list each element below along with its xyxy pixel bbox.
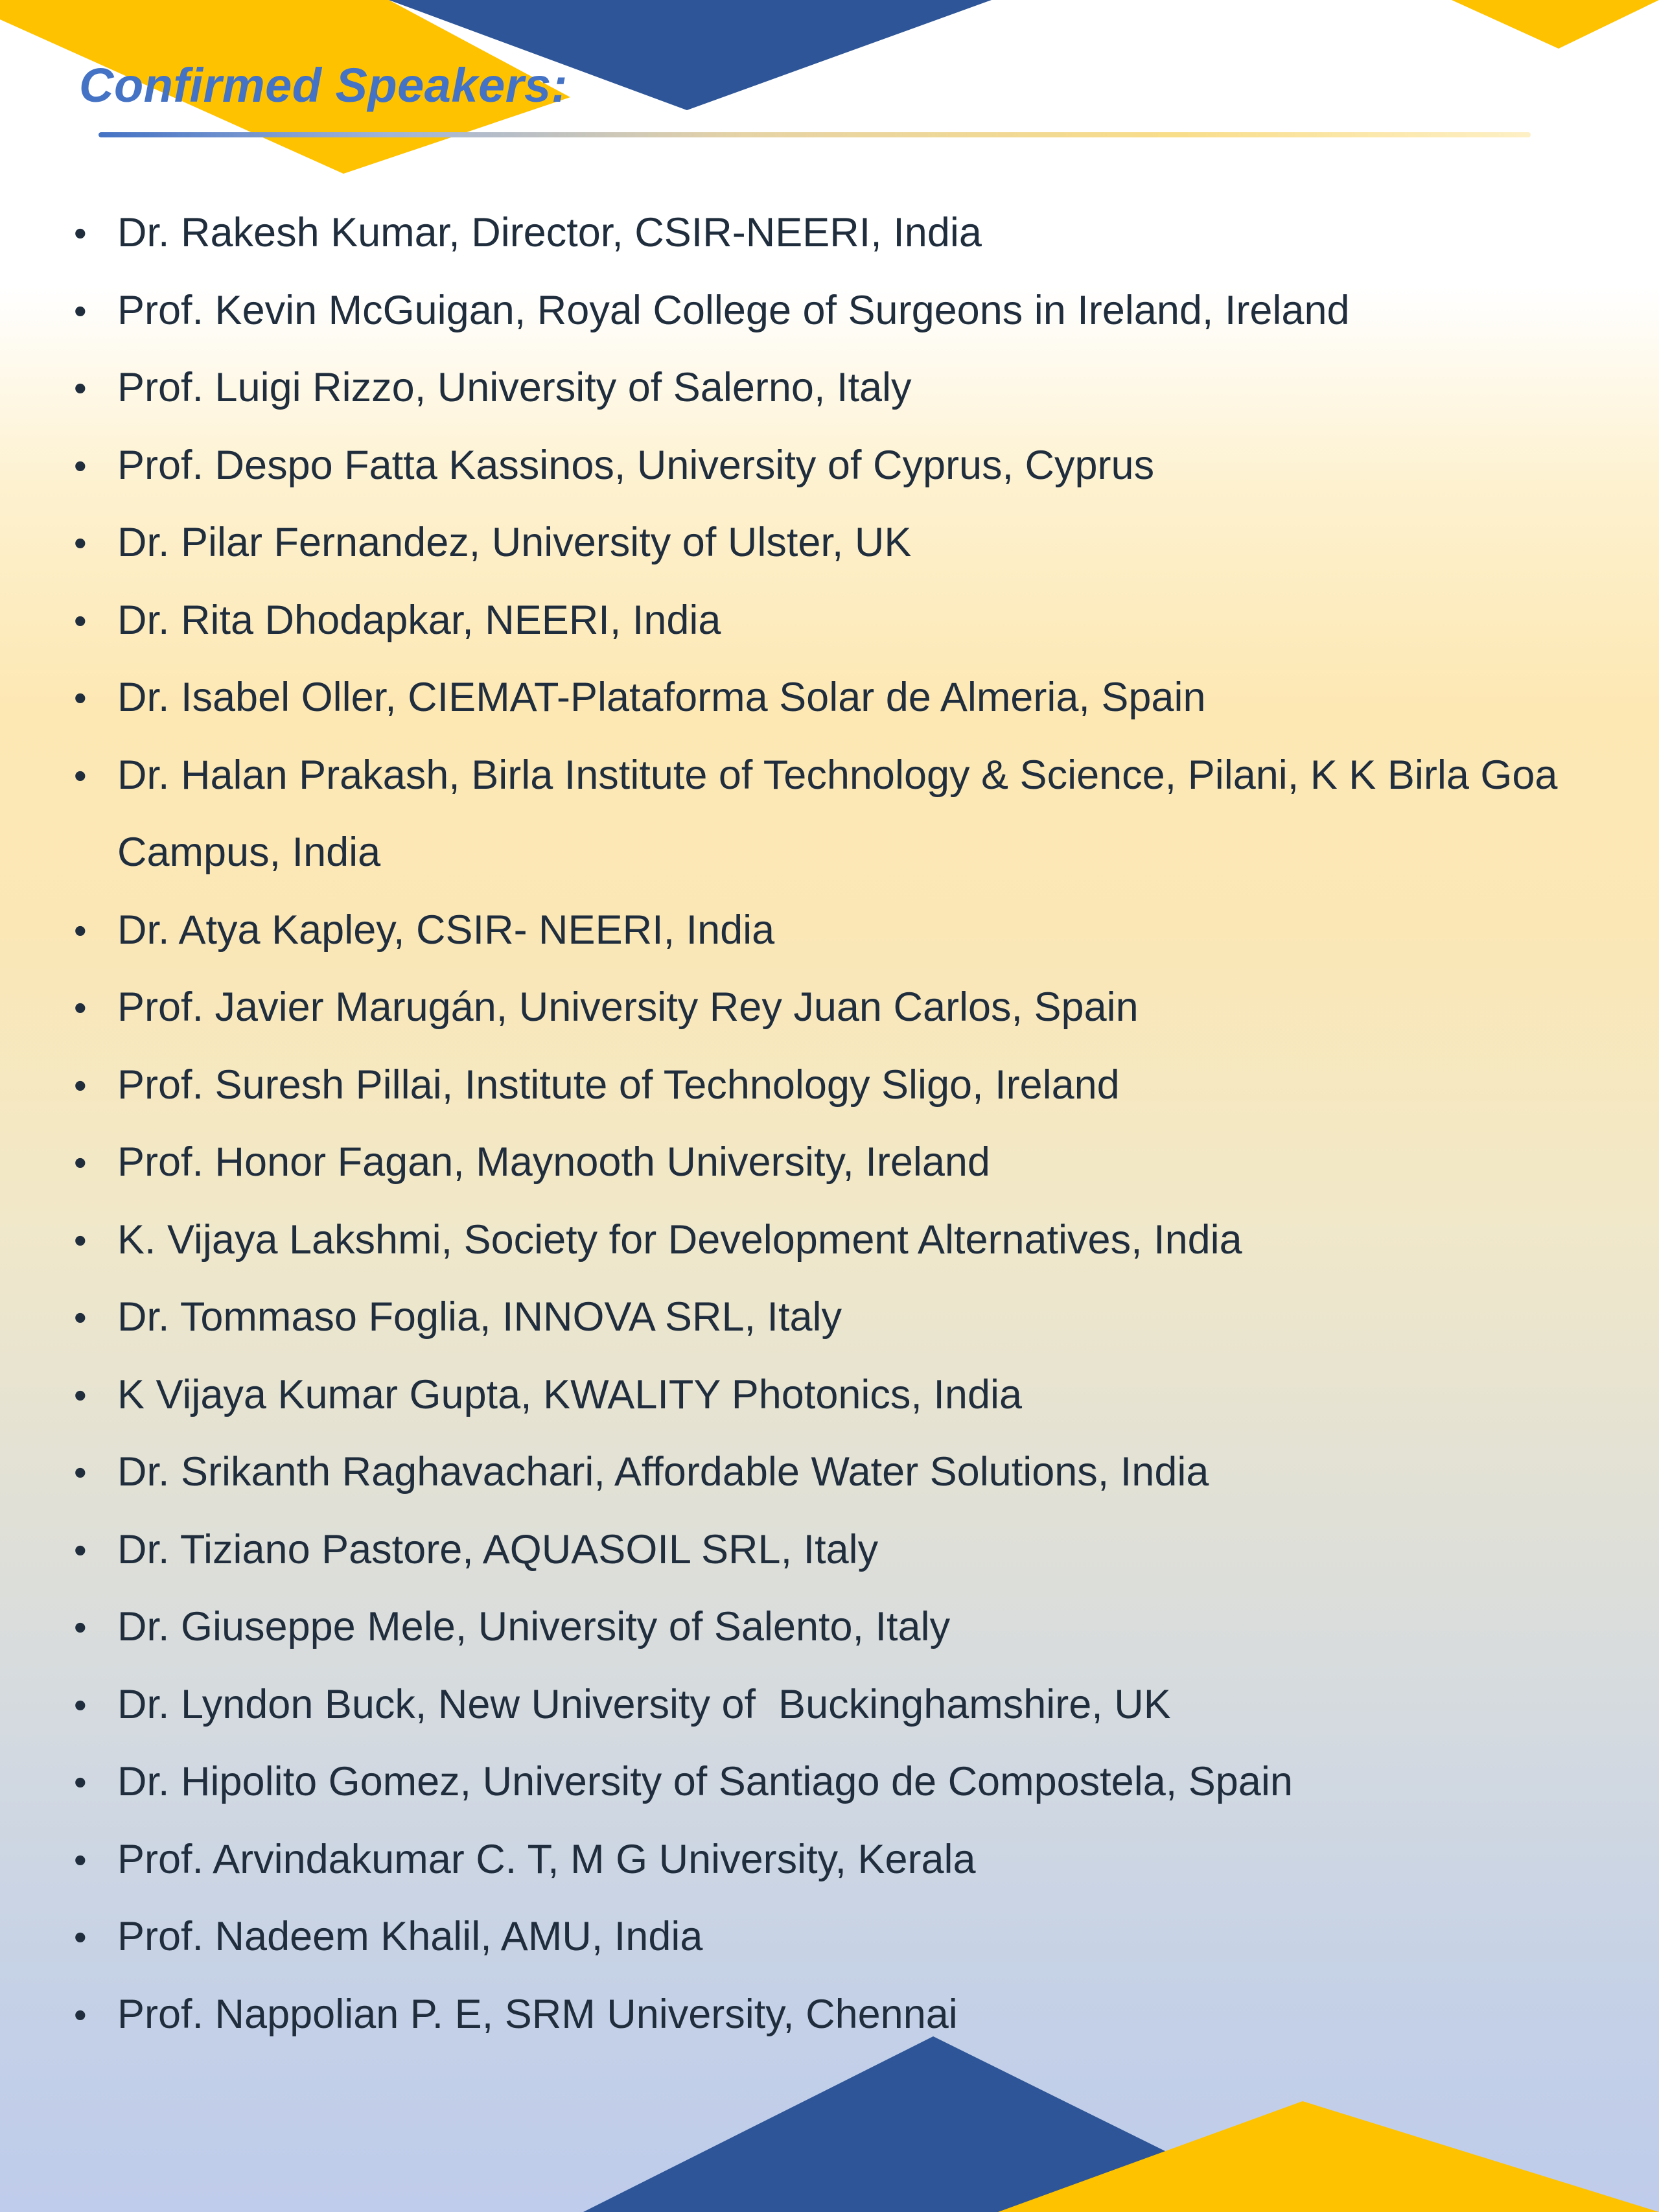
speaker-text: Prof. Suresh Pillai, Institute of Technology Sligo, Ireland bbox=[117, 1062, 1120, 1108]
list-item bbox=[0, 504, 1659, 582]
list-item bbox=[0, 582, 1659, 660]
bullet-icon: • bbox=[74, 1994, 87, 2035]
list-item bbox=[0, 1821, 1659, 1899]
speaker-text: Dr. Atya Kapley, CSIR- NEERI, India bbox=[117, 907, 775, 953]
speaker-text: K Vijaya Kumar Gupta, KWALITY Photonics, India bbox=[117, 1371, 1023, 1417]
bullet-icon: • bbox=[74, 754, 87, 796]
bullet-icon: • bbox=[74, 1452, 87, 1493]
speaker-text: Dr. Tommaso Foglia, INNOVA SRL, Italy bbox=[117, 1294, 842, 1340]
bullet-icon: • bbox=[74, 1142, 87, 1183]
bullet-icon: • bbox=[74, 1219, 87, 1261]
speaker-text: Prof. Despo Fatta Kassinos, University of Cyprus, Cyprus bbox=[117, 442, 1155, 488]
list-item bbox=[0, 1202, 1659, 1279]
bullet-icon: • bbox=[74, 213, 87, 253]
list-item bbox=[0, 1589, 1659, 1666]
list-item bbox=[0, 1434, 1659, 1511]
speaker-text: Prof. Javier Marugán, University Rey Juan Carlos, Spain bbox=[117, 984, 1139, 1030]
list-item bbox=[0, 1279, 1659, 1356]
list-item bbox=[0, 969, 1659, 1047]
speaker-text: Dr. Rita Dhodapkar, NEERI, India bbox=[117, 597, 721, 643]
list-item bbox=[0, 1743, 1659, 1821]
speaker-text: Dr. Rakesh Kumar, Director, CSIR-NEERI, India bbox=[117, 210, 982, 255]
bullet-icon: • bbox=[74, 677, 87, 718]
bullet-icon: • bbox=[74, 1916, 87, 1957]
bullet-icon: • bbox=[74, 1684, 87, 1725]
title-underline bbox=[99, 132, 1531, 137]
bullet-icon: • bbox=[74, 1607, 87, 1647]
list-item bbox=[0, 349, 1659, 427]
list-item bbox=[0, 1356, 1659, 1434]
bullet-icon: • bbox=[74, 909, 87, 951]
speaker-text: Prof. Honor Fagan, Maynooth University, Ireland bbox=[117, 1139, 990, 1185]
speaker-text: Dr. Tiziano Pastore, AQUASOIL SRL, Italy bbox=[117, 1526, 879, 1572]
list-item bbox=[0, 1124, 1659, 1202]
bullet-icon: • bbox=[74, 1297, 87, 1338]
speaker-text: Dr. Isabel Oller, CIEMAT-Plataforma Solar de Almeria, Spain bbox=[117, 675, 1206, 720]
bullet-icon: • bbox=[74, 1839, 87, 1880]
bullet-icon: • bbox=[74, 522, 87, 563]
speaker-text: Dr. Lyndon Buck, New University of Buckinghamshire, UK bbox=[117, 1681, 1171, 1727]
bullet-icon: • bbox=[74, 445, 87, 486]
top-right-gold-triangle bbox=[1452, 0, 1659, 49]
list-item bbox=[0, 194, 1659, 272]
speaker-text: Dr. Giuseppe Mele, University of Salento, Italy bbox=[117, 1604, 951, 1649]
list-item bbox=[0, 272, 1659, 350]
bullet-icon: • bbox=[74, 290, 87, 331]
speaker-text: Dr. Hipolito Gomez, University of Santiago de Compostela, Spain bbox=[117, 1759, 1293, 1804]
list-item bbox=[0, 427, 1659, 505]
list-item bbox=[0, 1511, 1659, 1589]
list-item bbox=[0, 1898, 1659, 1976]
speaker-text: Dr. Pilar Fernandez, University of Ulster, UK bbox=[117, 520, 912, 565]
bullet-icon: • bbox=[74, 1374, 87, 1415]
bullet-icon: • bbox=[74, 600, 87, 641]
speaker-text: Prof. Arvindakumar C. T, M G University, Kerala bbox=[117, 1836, 976, 1882]
speaker-text: Prof. Luigi Rizzo, University of Salerno, Italy bbox=[117, 365, 912, 410]
bullet-icon: • bbox=[74, 987, 87, 1028]
bullet-icon: • bbox=[74, 1064, 87, 1106]
list-item bbox=[0, 1047, 1659, 1124]
speaker-list bbox=[0, 194, 1659, 2053]
speaker-text: Prof. Nappolian P. E, SRM University, Chennai bbox=[117, 1991, 958, 2037]
bullet-icon: • bbox=[74, 1762, 87, 1802]
bullet-icon: • bbox=[74, 367, 87, 408]
list-item bbox=[0, 659, 1659, 737]
speaker-text: Dr. Srikanth Raghavachari, Affordable Water Solutions, India bbox=[117, 1449, 1209, 1495]
speaker-text: Prof. Nadeem Khalil, AMU, India bbox=[117, 1914, 703, 1959]
list-item bbox=[0, 1976, 1659, 2054]
speaker-text: Dr. Halan Prakash, Birla Institute of Technology & Science, Pilani, K K Birla Goa Campus, India bbox=[117, 752, 1558, 875]
bullet-icon: • bbox=[74, 1529, 87, 1570]
list-item bbox=[0, 737, 1659, 892]
speaker-text: K. Vijaya Lakshmi, Society for Development Alternatives, India bbox=[117, 1217, 1242, 1263]
speaker-text: Prof. Kevin McGuigan, Royal College of Surgeons in Ireland, Ireland bbox=[117, 287, 1350, 333]
list-item bbox=[0, 1666, 1659, 1744]
list-item bbox=[0, 892, 1659, 970]
page-title: Confirmed Speakers: bbox=[79, 58, 568, 112]
